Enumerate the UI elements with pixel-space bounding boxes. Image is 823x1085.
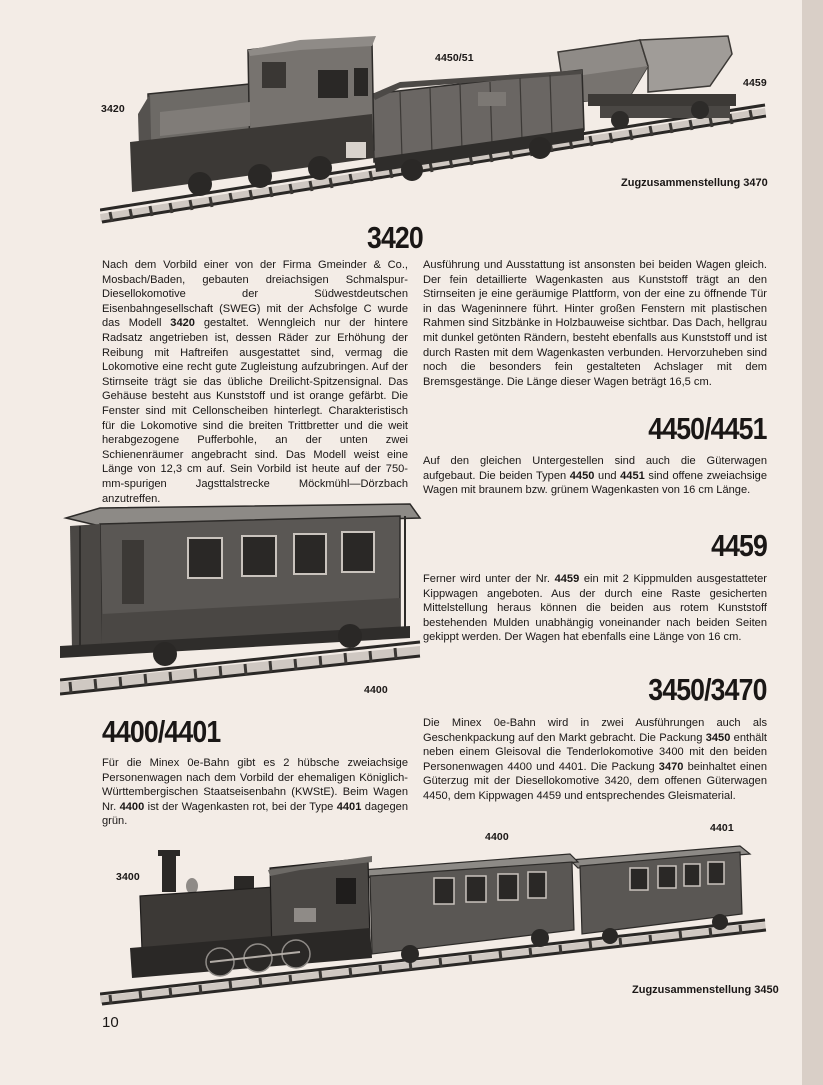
- heading-4459: 4459: [711, 528, 767, 563]
- text-ausfuehrung: [423, 258, 767, 389]
- text-run: enthält neben einem Gleisoval die Tenderlokomotive 3400 mit den beiden Personenwagen 4400 und 4401. Die Packung: [423, 731, 767, 773]
- text-run: dagegen grün.: [102, 800, 408, 828]
- label-coach2-4401: 4401: [710, 822, 734, 834]
- bold-number: 4450: [569, 469, 595, 482]
- text-run: Auf den gleichen Untergestellen sind auch die Güterwagen aufgebaut. Die beiden Typen: [423, 455, 767, 482]
- passenger-coach: [60, 504, 420, 666]
- heading-4400-4401: 4400/4401: [102, 714, 221, 749]
- label-4450-51: 4450/51: [435, 52, 474, 64]
- coach-4401: [570, 846, 750, 944]
- text-run: Ausführung und Ausstattung ist ansonsten bei beiden Wagen gleich. Der fein detaillierte Wagenkasten aus Kunststoff trägt an den Stirnseiten je eine geräumige Plattform, von der eine zu öffnende Tür in das Wageninnere führt. Hinter großen Fenstern mit plastischen Rahmen sind Sitzbänke in Holzbauweise sichtbar. Das Dach, hellgrau mit dunkel getönten Rändern, besteht ebenfalls aus Kunststoff und ist durch Rasten mit dem Wagenkasten verbunden. Hervorzuheben sind noch die besonders fein gestalteten Achslager mit dem Bremsgestänge. Die Länge dieser Wagen beträgt 16,5 cm.: [423, 259, 767, 388]
- page-edge-shadow: [802, 0, 823, 1085]
- text-3420: [102, 258, 408, 506]
- passenger-coach-photo: [60, 496, 422, 702]
- text-run: Die Minex 0e-Bahn wird in zwei Ausführungen auch als Geschenkpackung auf den Markt gebracht. Die Packung: [423, 717, 767, 744]
- bold-number: 3450: [705, 731, 731, 744]
- text-run: Ferner wird unter der Nr.: [423, 573, 555, 585]
- page-number: 10: [102, 1014, 119, 1031]
- caption-set-3470: Zugzusammenstellung 3470: [621, 177, 768, 189]
- text-run: sind offene zweiachsige Wagen mit braunem bzw. grünem Wagenkasten von 16 cm Länge.: [423, 469, 768, 497]
- caption-set-3450: Zugzusammenstellung 3450: [632, 984, 779, 996]
- text-4400-4401: [102, 756, 408, 829]
- bold-number: 4459: [554, 573, 580, 585]
- text-run: ein mit 2 Kippmulden ausgestatteter Kippwagen angeboten. Aus der durch eine Raste gesicherten Mittelstellung heraus können die beiden aus rotem Kunststoff bestehenden Mulden unabhängig voneinander nach beiden Seiten gekippt werden. Der Wagen hat ebenfalls eine Länge von 16 cm.: [423, 573, 767, 644]
- bold-number: 4400: [119, 800, 145, 813]
- heading-3450-3470: 3450/3470: [648, 672, 767, 707]
- label-coach2-4400: 4400: [485, 831, 509, 843]
- text-4459: [423, 572, 767, 645]
- text-run: Für die Minex 0e-Bahn gibt es 2 hübsche zweiachsige Personenwagen nach dem Vorbild der ehemaligen Königlich-Württembergischen Staatseisenbahn (KWStE). Beim Wagen Nr.: [102, 757, 408, 813]
- text-run: und: [594, 469, 621, 482]
- label-coach-4400: 4400: [364, 684, 388, 696]
- label-3420: 3420: [101, 103, 125, 115]
- open-goods-wagon: [372, 70, 584, 181]
- text-run: gestaltet. Wenngleich nur der hintere Radsatz angetrieben ist, dessen Räder zur Erhöhung der Reibung mit Haftreifen ausgestattet sind, vermag die Lokomotive eine recht gute Zugleistung aufzubringen. Auf der Stirnseite trägt sie das übliche Dreilicht-Spitzensignal. Das Gehäuse besteht aus Kunststoff und ist orange gefärbt. Die Fenster sind mit Cellonscheiben hinterlegt. Charakteristisch für die Lokomotive sind die breiten Trittbretter und die weit herabgezogene Pufferbohle, an der unten zwei Schienenräumer angebracht sind. Das Modell weist eine Länge von 12,3 cm auf. Sein Vorbild ist heute auf der 750-mm-spurigen Jagsttalstrecke Möckmühl—Dörzbach anzutreffen.: [102, 317, 409, 505]
- label-4459: 4459: [743, 77, 767, 89]
- heading-4450-4451: 4450/4451: [648, 411, 767, 446]
- text-run: Nach dem Vorbild einer von der Firma Gmeinder & Co., Mosbach/Baden, gebauten dreiachsigen Schmalspur-Diesellokomotive der Südwestdeutschen Eisenbahngesellschaft (SWEG) mit der Achsfolge C wurde das Modell: [102, 259, 408, 330]
- heading-3420: 3420: [367, 220, 423, 255]
- text-4450-4451: [423, 454, 767, 498]
- text-3450-3470: [423, 716, 767, 804]
- steam-locomotive: [130, 850, 372, 978]
- text-run: ist der Wagenkasten rot, bei der Type: [144, 800, 337, 813]
- bold-number: 3470: [658, 760, 684, 773]
- text-run: beinhaltet einen Güterzug mit der Diesellokomotive 3420, dem offenen Güterwagen 4450, dem Kippwagen 4459 und entsprechendes Gleismaterial.: [423, 760, 767, 802]
- bold-number: 4451: [620, 469, 645, 482]
- label-steam-3400: 3400: [116, 871, 140, 883]
- tipper-wagon: [558, 36, 736, 129]
- bold-number: 4401: [336, 800, 362, 813]
- bold-number: 3420: [170, 317, 195, 330]
